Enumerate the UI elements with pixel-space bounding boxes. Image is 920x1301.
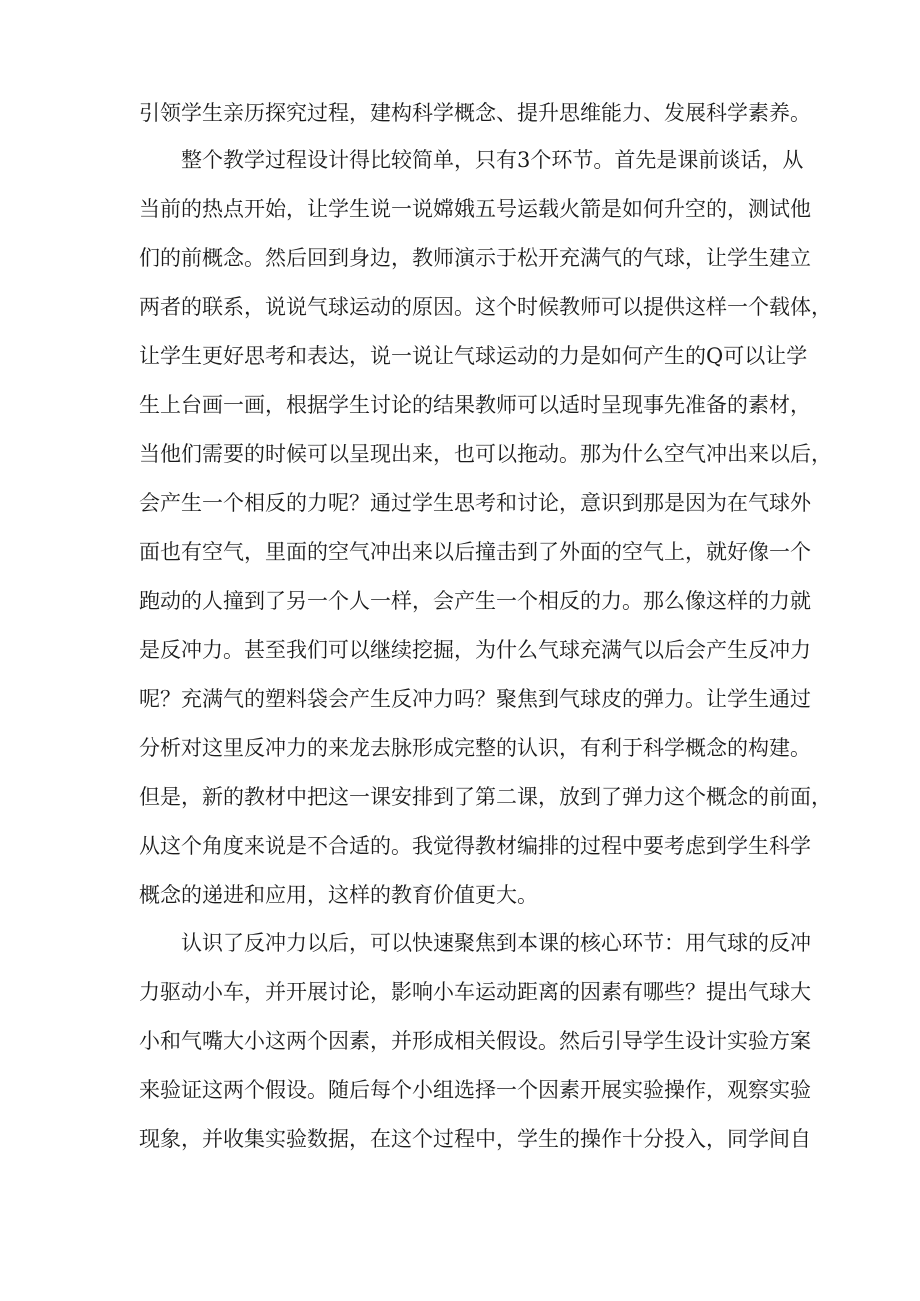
text-line: 会产生一个相反的力呢？通过学生思考和讨论，意识到那是因为在气球外 <box>139 491 811 515</box>
text-line: 引领学生亲历探究过程，建构科学概念、提升思维能力、发展科学素养。 <box>139 101 811 125</box>
text-line: 但是，新的教材中把这一课安排到了第二课，放到了弹力这个概念的前面， <box>139 785 832 809</box>
text-line: 力驱动小车，并开展讨论，影响小车运动距离的因素有哪些？提出气球大 <box>139 980 811 1004</box>
text-line: 让学生更好思考和表达，说一说让气球运动的力是如何产生的Q可以让学 <box>139 344 808 368</box>
text-line: 面也有空气，里面的空气冲出来以后撞击到了外面的空气上，就好像一个 <box>139 540 811 564</box>
text-line: 跑动的人撞到了另一个人一样，会产生一个相反的力。那么像这样的力就 <box>139 589 811 613</box>
text-line: 分析对这里反冲力的来龙去脉形成完整的认识，有利于科学概念的构建。 <box>139 736 811 760</box>
text-line: 当前的热点开始，让学生说一说嫦娥五号运载火箭是如何升空的，测试他 <box>139 197 811 221</box>
text-line: 整个教学过程设计得比较简单，只有3个环节。首先是课前谈话，从 <box>181 148 804 172</box>
text-line: 小和气嘴大小这两个因素，并形成相关假设。然后引导学生设计实验方案 <box>139 1029 811 1053</box>
text-line: 来验证这两个假设。随后每个小组选择一个因素开展实验操作，观察实验 <box>139 1078 811 1102</box>
text-line: 概念的递进和应用，这样的教育价值更大。 <box>139 883 538 907</box>
text-line: 们的前概念。然后回到身边，教师演示于松开充满气的气球，让学生建立 <box>139 246 811 270</box>
text-line: 两者的联系，说说气球运动的原因。这个时候教师可以提供这样一个载体， <box>139 295 832 319</box>
text-line: 现象，并收集实验数据，在这个过程中，学生的操作十分投入，同学间自 <box>139 1127 811 1151</box>
text-line: 生上台画一画，根据学生讨论的结果教师可以适时呈现事先准备的素材， <box>139 393 811 417</box>
text-line: 认识了反冲力以后，可以快速聚焦到本课的核心环节：用气球的反冲 <box>181 931 811 955</box>
text-line: 从这个角度来说是不合适的。我觉得教材编排的过程中要考虑到学生科学 <box>139 834 811 858</box>
text-line: 呢？充满气的塑料袋会产生反冲力吗？聚焦到气球皮的弹力。让学生通过 <box>139 687 811 711</box>
text-line: 是反冲力。甚至我们可以继续挖掘，为什么气球充满气以后会产生反冲力 <box>139 638 811 662</box>
text-line: 当他们需要的时候可以呈现出来，也可以拖动。那为什么空气冲出来以后， <box>139 442 832 466</box>
